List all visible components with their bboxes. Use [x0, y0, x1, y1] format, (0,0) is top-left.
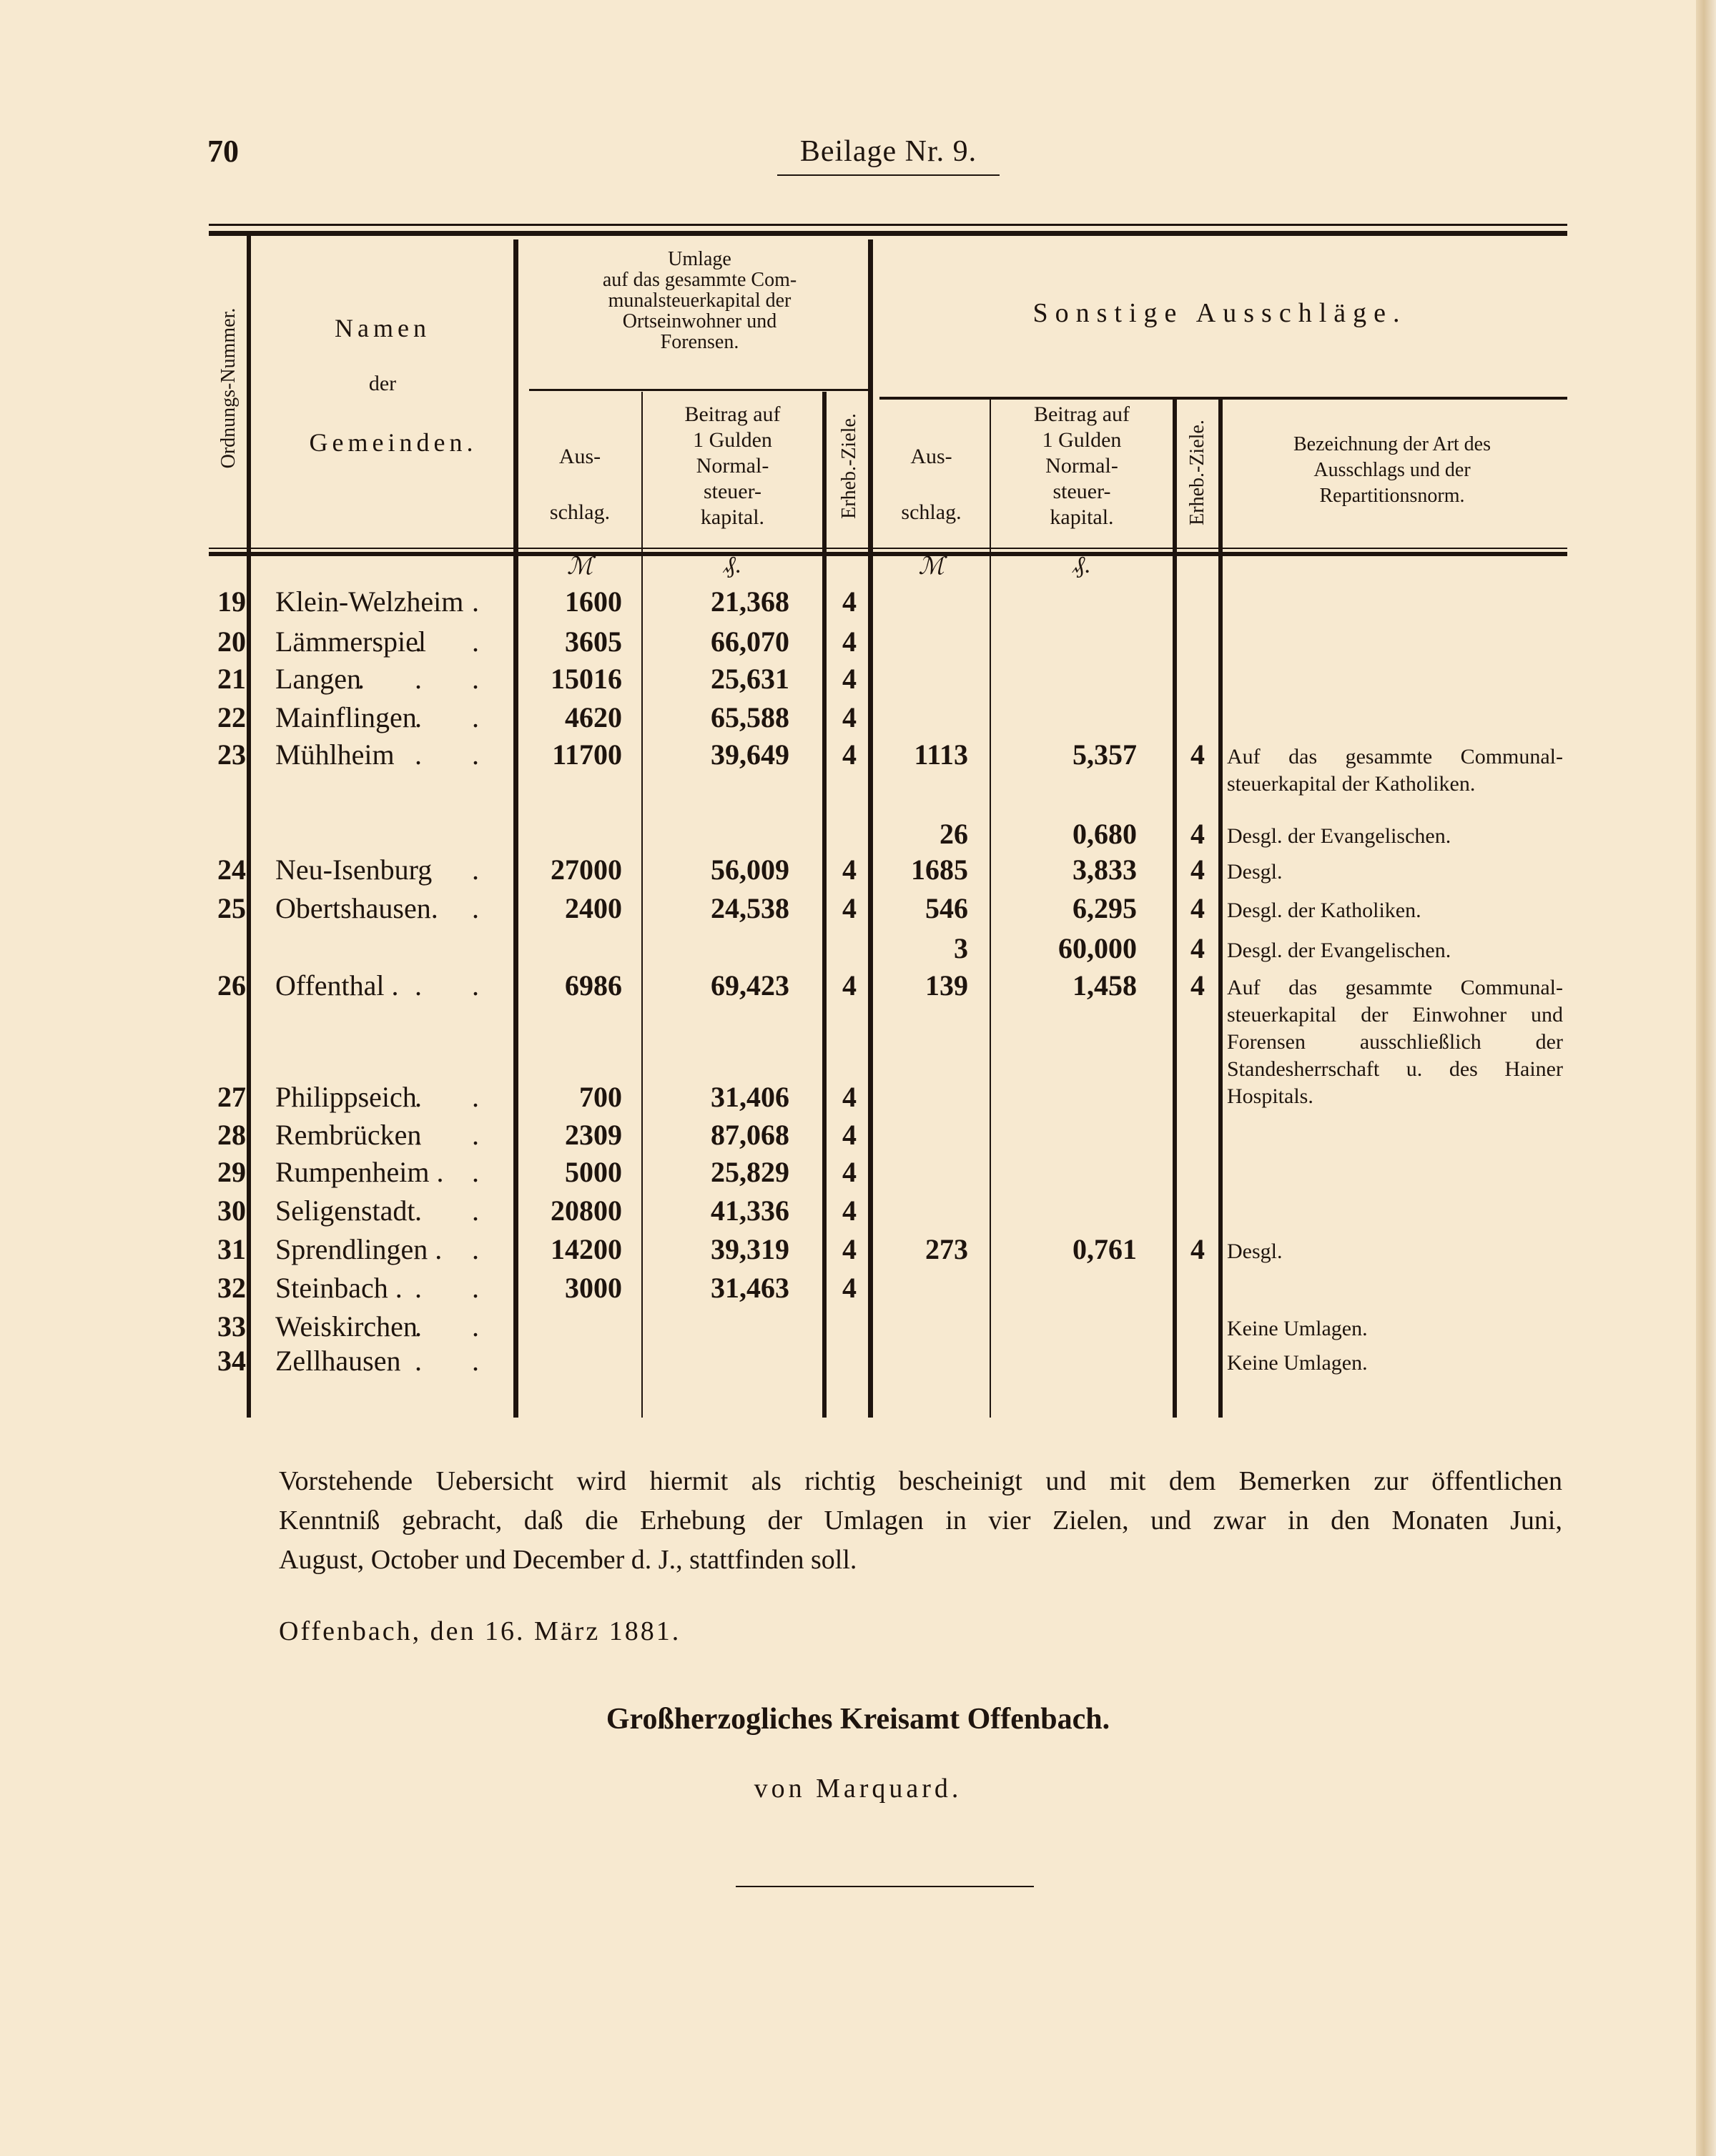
cell-aus1: 20800 [551, 1195, 622, 1227]
cell-bezeichnung: Keine Umlagen. [1227, 1351, 1368, 1375]
cell-aus2: 1113 [914, 738, 968, 771]
authority: Großherzogliches Kreisamt Offenbach. [606, 1703, 1110, 1736]
header-ordnungsnummer: Ordnungs-Nummer. [217, 307, 240, 469]
unit-pfennig-1: ₰. [723, 552, 742, 578]
cell-beitrag1: 66,070 [711, 625, 789, 658]
cell-beitrag2: 0,761 [1072, 1233, 1137, 1265]
header-ausschlag-1 [518, 429, 641, 540]
cell-beitrag2: 1,458 [1072, 969, 1137, 1002]
header-ausschlag-2 [873, 429, 990, 540]
unit-mark-1: ℳ [566, 553, 593, 580]
column-divider [641, 392, 643, 1418]
cell-beitrag1: 69,423 [711, 969, 789, 1002]
page-number: 70 [207, 134, 239, 169]
cell-gemeinde: Zellhausen [275, 1345, 401, 1377]
header-line: Ausschlags und der [1313, 459, 1471, 481]
leader-dots: . . [415, 1119, 500, 1151]
cell-gemeinde: Mainflingen [275, 701, 417, 733]
paragraph-line: Kenntniß gebracht, daß die Erhebung der Umlagen in vier Zielen, und zwar in den Monaten Juni, [279, 1505, 1562, 1536]
cell-nr: 29 [217, 1156, 246, 1188]
header-line: Ortseinwohner und [622, 310, 777, 332]
sonstige-group-rule [879, 397, 1567, 400]
running-head: Beilage Nr. 9. [799, 135, 977, 168]
cell-beitrag1: 56,009 [711, 854, 789, 886]
leader-dots: . [472, 585, 500, 618]
cell-beitrag1: 31,463 [711, 1272, 789, 1304]
table-top-rule [209, 231, 1567, 236]
unit-mark-2: ℳ [918, 553, 945, 580]
cell-aus2: 1685 [911, 854, 968, 886]
cell-ziel1: 4 [842, 1272, 857, 1304]
leader-dots: . . [415, 969, 500, 1002]
leader-dots: . [472, 1156, 500, 1188]
leader-dots: . . [415, 1345, 500, 1377]
cell-gemeinde: Steinbach . [275, 1272, 403, 1304]
header-line: schlag. [901, 500, 962, 524]
cell-gemeinde: Rumpenheim . [275, 1156, 444, 1188]
cell-gemeinde: Sprendlingen . [275, 1233, 443, 1265]
leader-dots: . . [415, 738, 500, 771]
cell-nr: 32 [217, 1272, 246, 1304]
cell-nr: 23 [217, 738, 246, 771]
header-line: Beitrag auf [1033, 402, 1130, 426]
cell-ziel2: 4 [1190, 892, 1205, 924]
place-date: Offenbach, den 16. März 1881. [279, 1616, 681, 1646]
cell-aus2: 3 [954, 932, 968, 964]
header-line: munalsteuerkapital der [608, 290, 792, 312]
header-line: 1 Gulden [1042, 428, 1122, 452]
running-head-underline [777, 174, 1000, 176]
header-bezeichnung [1224, 432, 1560, 509]
cell-ziel2: 4 [1190, 1233, 1205, 1265]
cell-gemeinde: Mühlheim [275, 738, 395, 771]
cell-ziel1: 4 [842, 969, 857, 1002]
cell-nr: 31 [217, 1233, 246, 1265]
cell-bezeichnung: Desgl. der Evangelischen. [1227, 824, 1451, 848]
header-sonstige-group: Sonstige Ausschläge. [1032, 298, 1407, 328]
header-umlage-group [529, 249, 870, 352]
header-beitrag-2 [991, 402, 1173, 530]
cell-ziel1: 4 [842, 625, 857, 658]
cell-nr: 25 [217, 892, 246, 924]
cell-ziel2: 4 [1190, 818, 1205, 850]
cell-beitrag1: 31,406 [711, 1081, 789, 1113]
cell-aus1: 27000 [551, 854, 622, 886]
leader-dots: . . [415, 1272, 500, 1304]
cell-aus1: 3605 [565, 625, 622, 658]
leader-dots: . [472, 1233, 500, 1265]
cell-bezeichnung: Desgl. [1227, 860, 1283, 884]
cell-ziel2: 4 [1190, 738, 1205, 771]
leader-dots: . . [415, 625, 500, 658]
cell-nr: 20 [217, 625, 246, 658]
cell-gemeinde: Lämmerspiel [275, 625, 427, 658]
cell-aus1: 1600 [565, 585, 622, 618]
header-gemeinden: Gemeinden. [309, 428, 478, 457]
cell-aus1: 14200 [551, 1233, 622, 1265]
cell-beitrag1: 39,649 [711, 738, 789, 771]
header-line: steuer- [703, 480, 762, 503]
cell-beitrag1: 24,538 [711, 892, 789, 924]
cell-beitrag2: 60,000 [1058, 932, 1137, 964]
header-line: kapital. [700, 505, 765, 529]
header-line: schlag. [549, 500, 611, 524]
cell-gemeinde: Weiskirchen [275, 1310, 418, 1342]
cell-nr: 34 [217, 1345, 246, 1377]
cell-gemeinde: Langen [275, 663, 361, 695]
cell-beitrag2: 3,833 [1072, 854, 1137, 886]
column-divider [247, 234, 251, 1418]
cell-aus1: 3000 [565, 1272, 622, 1304]
header-line: Bezeichnung der Art des [1293, 433, 1491, 455]
header-line: kapital. [1050, 505, 1114, 529]
cell-nr: 33 [217, 1310, 246, 1342]
header-line: Umlage [668, 248, 731, 270]
leader-dots: . [472, 854, 500, 886]
cell-ziel1: 4 [842, 701, 857, 733]
leader-dots: . . [415, 1081, 500, 1113]
cell-bezeichnung: Desgl. [1227, 1240, 1283, 1263]
cell-ziel1: 4 [842, 1119, 857, 1151]
table-top-thin-rule [209, 224, 1567, 226]
cell-nr: 22 [217, 701, 246, 733]
cell-nr: 21 [217, 663, 246, 695]
cell-beitrag2: 0,680 [1072, 818, 1137, 850]
header-line: Aus- [558, 445, 601, 468]
cell-aus1: 11700 [552, 738, 622, 771]
header-line: Normal- [1045, 454, 1118, 478]
umlage-group-rule [529, 389, 870, 391]
cell-bezeichnung: Desgl. der Evangelischen. [1227, 939, 1451, 962]
cell-ziel2: 4 [1190, 969, 1205, 1002]
cell-ziel1: 4 [842, 738, 857, 771]
cell-bezeichnung: Keine Umlagen. [1227, 1317, 1368, 1340]
header-erheb-ziele-2: Erheb.-Ziele. [1186, 420, 1208, 525]
leader-dots: . . [415, 701, 500, 733]
closing-rule [736, 1886, 1034, 1887]
cell-ziel1: 4 [842, 892, 857, 924]
cell-ziel1: 4 [842, 1195, 857, 1227]
cell-gemeinde: Offenthal . [275, 969, 399, 1002]
cell-ziel1: 4 [842, 663, 857, 695]
signatory: von Marquard. [754, 1774, 962, 1804]
cell-beitrag2: 6,295 [1072, 892, 1137, 924]
cell-aus1: 6986 [565, 969, 622, 1002]
cell-bezeichnung: Desgl. der Katholiken. [1227, 899, 1421, 922]
certification-paragraph [279, 1462, 1562, 1580]
cell-ziel2: 4 [1190, 932, 1205, 964]
cell-nr: 30 [217, 1195, 246, 1227]
header-line: Repartitionsnorm. [1319, 485, 1465, 507]
cell-nr: 19 [217, 585, 246, 618]
cell-ziel1: 4 [842, 585, 857, 618]
leader-dots: . [472, 892, 500, 924]
leader-dots: . . [415, 1310, 500, 1342]
header-line: Normal- [696, 454, 769, 478]
paragraph-line: Vorstehende Uebersicht wird hiermit als richtig bescheinigt und mit dem Bemerken zur öffentlichen [279, 1466, 1562, 1496]
leader-dots: . . . [358, 663, 500, 695]
header-line: Beitrag auf [684, 402, 781, 426]
cell-gemeinde: Seligenstadt [275, 1195, 415, 1227]
paragraph-line: August, October und December d. J., stattfinden soll. [279, 1545, 857, 1575]
cell-nr: 28 [217, 1119, 246, 1151]
cell-nr: 26 [217, 969, 246, 1002]
header-line: auf das gesammte Com- [602, 269, 797, 291]
cell-ziel1: 4 [842, 1081, 857, 1113]
cell-gemeinde: Obertshausen. [275, 892, 438, 924]
cell-ziel1: 4 [842, 1156, 857, 1188]
cell-beitrag2: 5,357 [1072, 738, 1137, 771]
header-beitrag-1 [643, 402, 822, 530]
cell-beitrag1: 65,588 [711, 701, 789, 733]
cell-aus1: 5000 [565, 1156, 622, 1188]
cell-aus2: 273 [925, 1233, 968, 1265]
header-der: der [368, 372, 397, 395]
cell-ziel1: 4 [842, 854, 857, 886]
cell-aus1: 15016 [551, 663, 622, 695]
header-line: 1 Gulden [693, 428, 772, 452]
leader-dots: . . [415, 1195, 500, 1227]
cell-beitrag1: 25,829 [711, 1156, 789, 1188]
cell-bezeichnung: Auf das gesammte Communal- steuerkapital der Einwohner und Forensen ausschließlich der Standesherrschaft u. des Hainer Hospitals. [1227, 976, 1563, 1108]
header-erheb-ziele-1: Erheb.-Ziele. [838, 413, 860, 519]
cell-aus2: 139 [925, 969, 968, 1002]
cell-nr: 27 [217, 1081, 246, 1113]
cell-nr: 24 [217, 854, 246, 886]
cell-aus1: 2309 [565, 1119, 622, 1151]
cell-ziel1: 4 [842, 1233, 857, 1265]
header-namen: Namen [335, 314, 430, 342]
header-line: Forensen. [660, 331, 739, 353]
page-edge [1696, 0, 1716, 2156]
header-line: Aus- [910, 445, 952, 468]
cell-aus1: 4620 [565, 701, 622, 733]
cell-beitrag1: 25,631 [711, 663, 789, 695]
cell-bezeichnung: Auf das gesammte Communal- steuerkapital der Katholiken. [1227, 745, 1563, 796]
cell-beitrag1: 87,068 [711, 1119, 789, 1151]
header-line: steuer- [1052, 480, 1111, 503]
unit-pfennig-2: ₰. [1072, 552, 1091, 578]
cell-beitrag1: 41,336 [711, 1195, 789, 1227]
cell-aus2: 26 [940, 818, 968, 850]
cell-aus2: 546 [925, 892, 968, 924]
column-divider [822, 392, 827, 1418]
cell-beitrag1: 21,368 [711, 585, 789, 618]
cell-gemeinde: Klein-Welzheim [275, 585, 464, 618]
cell-aus1: 700 [579, 1081, 622, 1113]
cell-gemeinde: Rembrücken [275, 1119, 422, 1151]
cell-gemeinde: Philippseich [275, 1081, 417, 1113]
cell-gemeinde: Neu-Isenburg [275, 854, 433, 886]
cell-ziel2: 4 [1190, 854, 1205, 886]
header-bottom-thin-rule [209, 548, 1567, 549]
column-divider [513, 239, 518, 1418]
cell-beitrag1: 39,319 [711, 1233, 789, 1265]
cell-aus1: 2400 [565, 892, 622, 924]
